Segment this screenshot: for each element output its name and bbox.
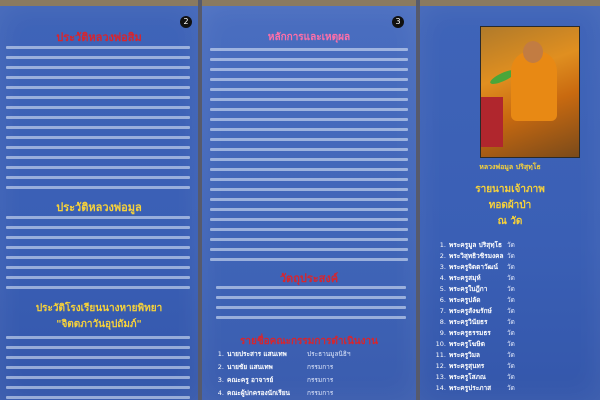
brochure-panel-left	[0, 6, 198, 400]
section-heading: หลักการและเหตุผล	[267, 32, 351, 43]
list-heading: ณ วัด	[497, 216, 523, 227]
list-heading: ทอดผ้าป่า	[488, 200, 532, 211]
list-item: 13. พระครูโสภณ วัด	[435, 373, 515, 381]
list-item: 6. พระครูปลัด วัด	[439, 296, 515, 304]
objectives-list	[216, 286, 406, 326]
section-subheading: "จิตตภาวันอุปถัมภ์"	[56, 319, 142, 330]
list-item: 4. พระครูสมุห์ วัด	[439, 274, 515, 282]
list-item: 10. พระครูโฆษิต วัด	[435, 340, 515, 348]
list-item: 9. พระครูธรรมธร วัด	[439, 329, 515, 337]
list-item: 12. พระครูสุนทร วัด	[435, 362, 515, 370]
list-item: 11. พระครูวิมล วัด	[435, 351, 515, 359]
section-heading: วัตถุประสงค์	[279, 272, 339, 285]
list-heading: รายนามเจ้าภาพ	[475, 184, 545, 195]
body-text-block	[6, 216, 190, 296]
list-item: 4. คณะผู้ปกครองนักเรียน กรรมการ	[217, 389, 334, 397]
body-text-block	[210, 48, 408, 268]
brochure-panel-middle	[202, 6, 416, 400]
list-item: 2. พระวิสุทธิวชิรมงคล วัด	[439, 252, 515, 260]
list-item: 2. นายชัย แสนเทพ กรรมการ	[217, 363, 334, 371]
list-item: 3. คณะครู อาจารย์ กรรมการ	[217, 376, 334, 384]
brochure-panel-right	[420, 6, 600, 400]
list-item: 7. พระครูสังฆรักษ์ วัด	[439, 307, 515, 315]
section-heading: ประวัติหลวงพ่อมูล	[56, 201, 142, 214]
list-item: 1. นายประสาร แสนเทพ ประธานมูลนิธิฯ	[217, 350, 351, 358]
monk-photo	[480, 26, 580, 158]
section-heading: ประวัติหลวงพ่อสิม	[56, 31, 142, 44]
body-text-block	[6, 46, 190, 196]
body-text-block	[6, 336, 190, 400]
list-item: 14. พระครูประภาส วัด	[435, 384, 515, 392]
page-number-badge: 2	[180, 16, 192, 28]
section-heading: ประวัติโรงเรียนนางหายพิทยา	[35, 303, 163, 314]
list-item: 3. พระครูจิตตาวัฒน์ วัด	[439, 263, 515, 271]
list-item: 5. พระครูใบฎีกา วัด	[439, 285, 515, 293]
list-item: 1. พระครูมูล ปริสุทฺโธ วัด	[439, 241, 515, 249]
photo-caption: หลวงพ่อมูล ปริสุทฺโธ	[479, 163, 541, 171]
section-heading: รายชื่อคณะกรรมการดำเนินงาน	[240, 336, 378, 347]
list-item: 8. พระครูวินัยธร วัด	[439, 318, 515, 326]
page-number-badge: 3	[392, 16, 404, 28]
